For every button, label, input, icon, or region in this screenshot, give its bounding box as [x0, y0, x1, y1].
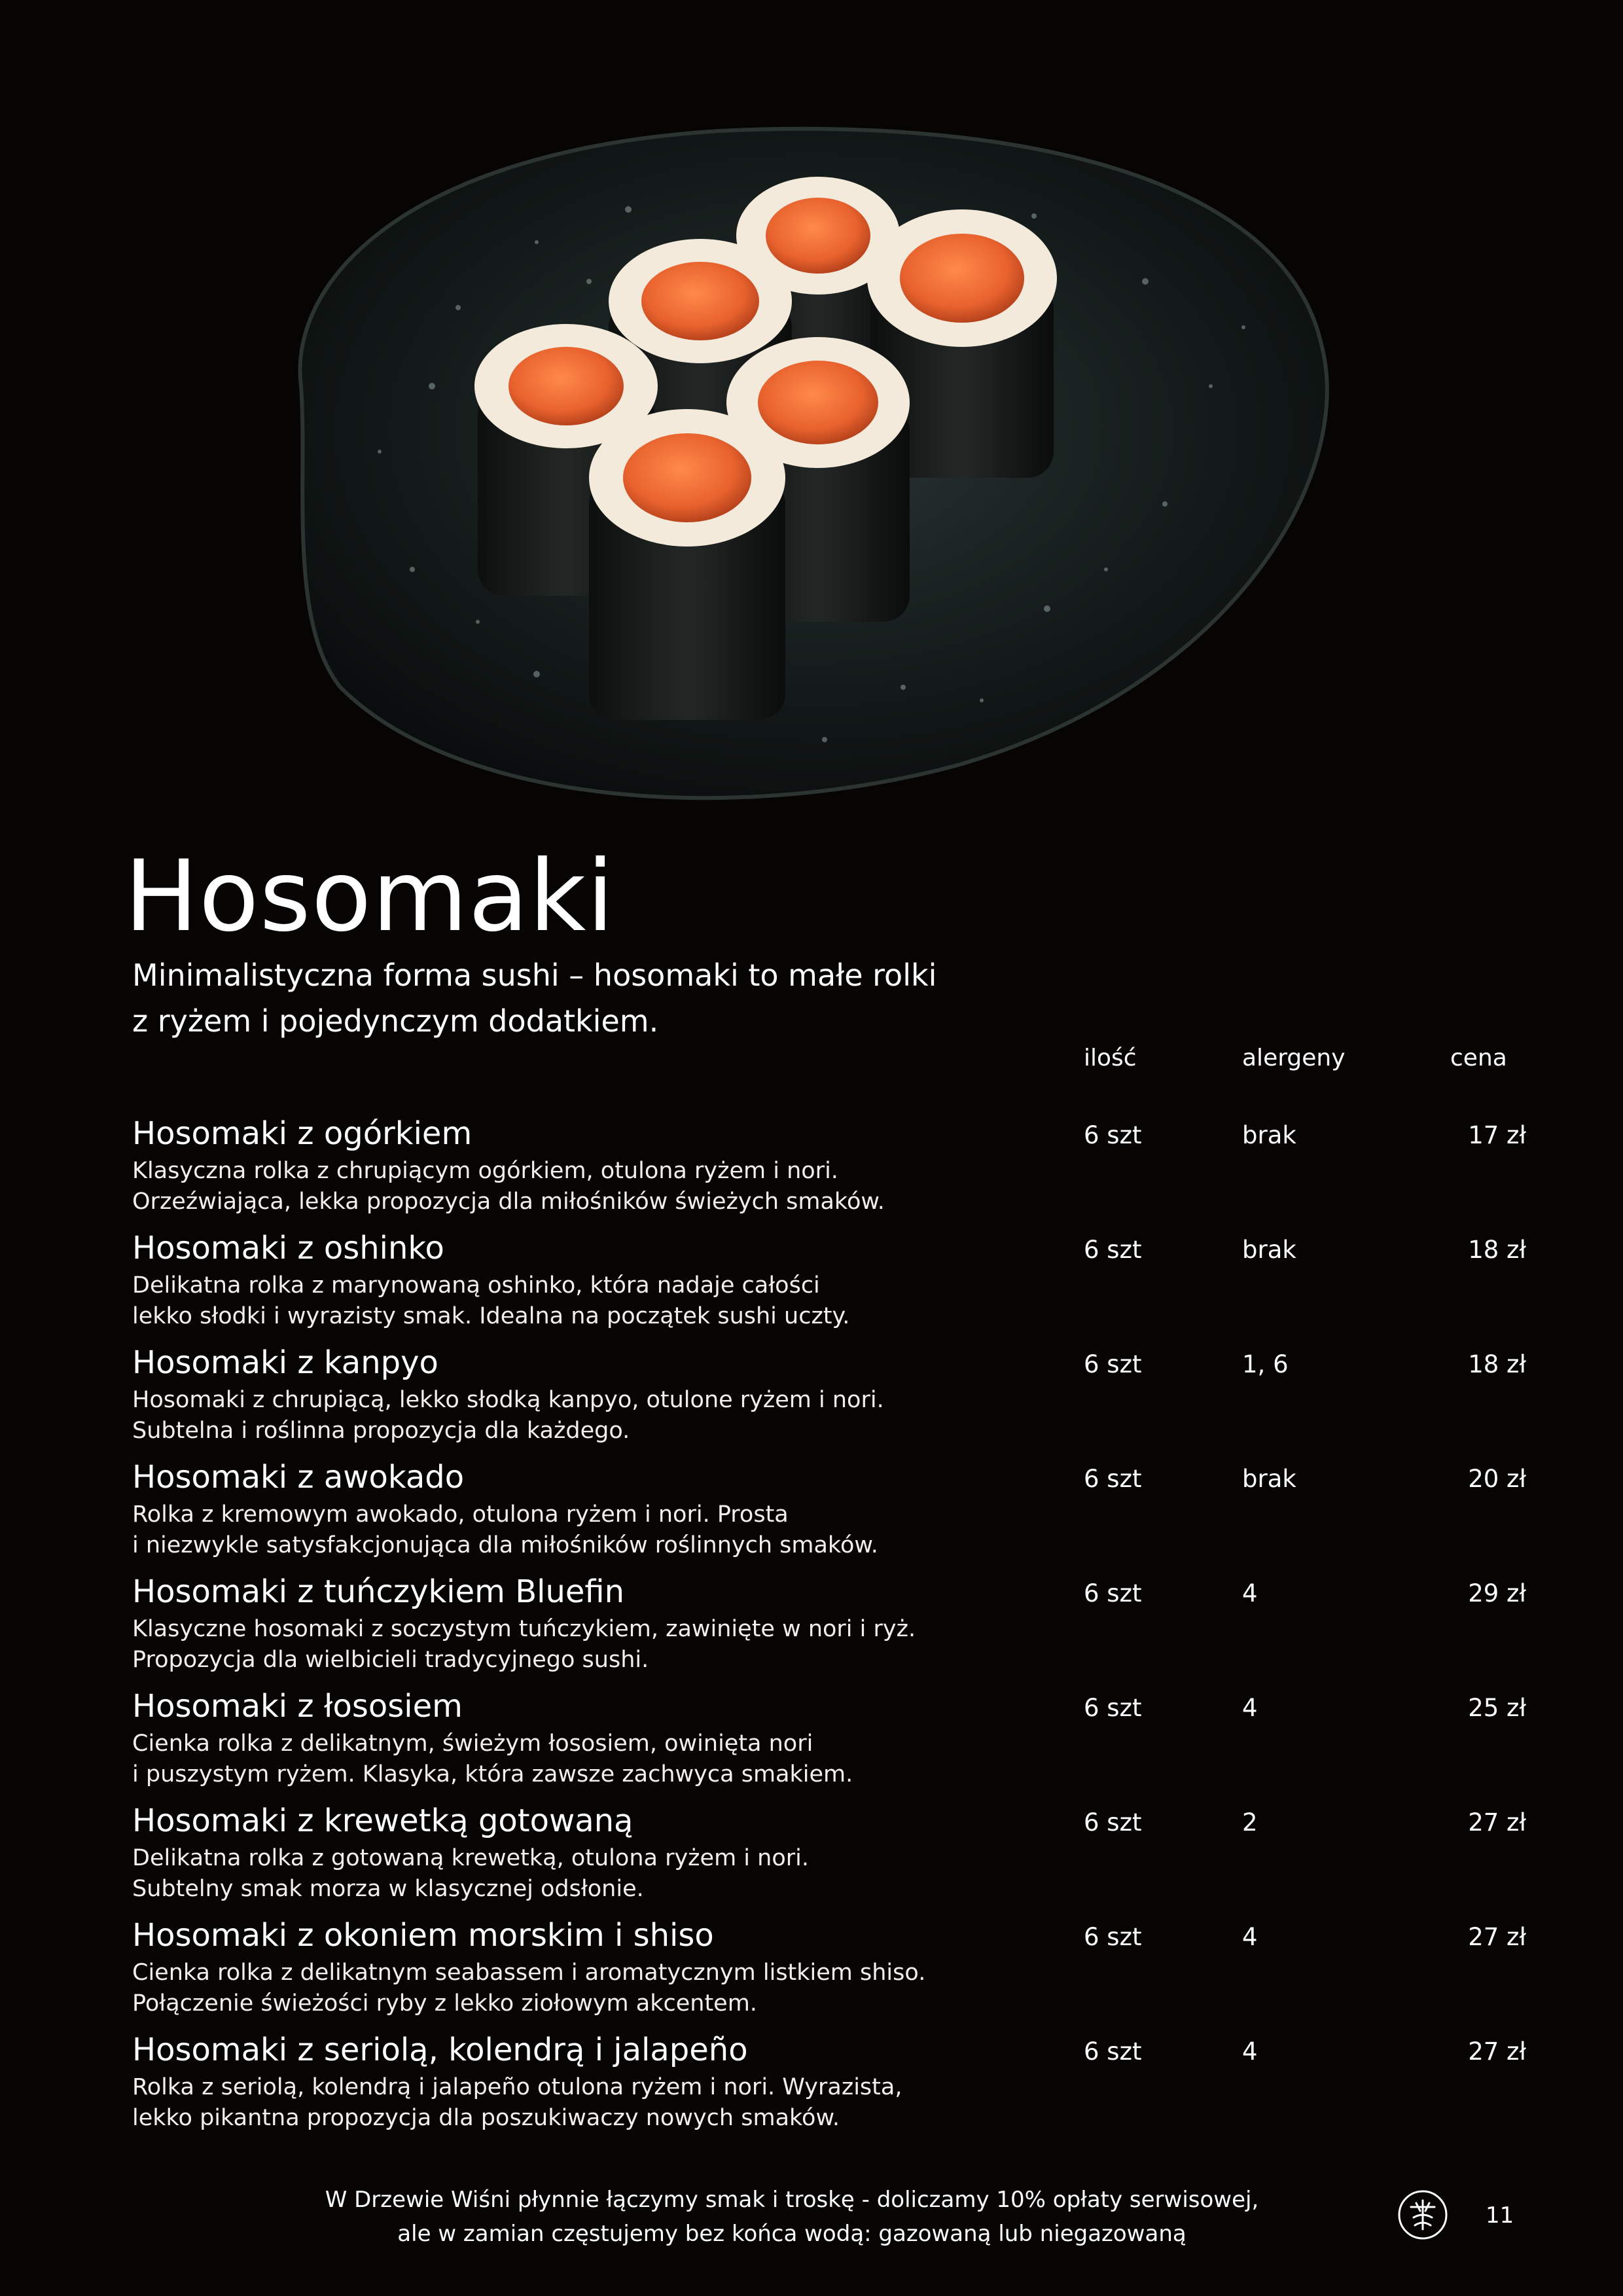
menu-item-name: Hosomaki z seriolą, kolendrą i jalapeño: [132, 2032, 748, 2068]
menu-item-name: Hosomaki z okoniem morskim i shiso: [132, 1917, 714, 1954]
description-line: Hosomaki z chrupiącą, lekko słodką kanpyo, otulone ryżem i nori.: [132, 1387, 884, 1413]
menu-item: [132, 1800, 1526, 1914]
description-line: i niezwykle satysfakcjonująca dla miłośników roślinnych smaków.: [132, 1532, 878, 1558]
menu-item-allergens: brak: [1242, 1236, 1296, 1264]
column-header-allergens: alergeny: [1242, 1045, 1346, 1071]
menu-item-price: 20 zł: [1468, 1465, 1526, 1493]
menu-item-allergens: 4: [1242, 2037, 1258, 2066]
menu-item-description: [132, 1729, 1048, 1790]
description-line: Delikatna rolka z marynowaną oshinko, która nadaje całości: [132, 1272, 820, 1299]
menu-item-allergens: 2: [1242, 1808, 1258, 1837]
description-line: Delikatna rolka z gotowaną krewetką, otulona ryżem i nori.: [132, 1845, 809, 1871]
menu-item-quantity: 6 szt: [1084, 1121, 1142, 1149]
column-header-quantity: ilość: [1084, 1045, 1137, 1071]
menu-item-price: 27 zł: [1468, 2037, 1526, 2066]
section-intro: [132, 952, 1114, 1044]
menu-item: [132, 1456, 1526, 1571]
menu-item: [132, 1914, 1526, 2029]
cherry-tree-logo-icon: [1397, 2189, 1449, 2241]
page-title: Hosomaki: [124, 840, 615, 954]
menu-item: [132, 1113, 1526, 1227]
description-line: Klasyczne hosomaki z soczystym tuńczykiem, zawinięte w nori i ryż.: [132, 1616, 916, 1642]
menu-item-description: [132, 2072, 1048, 2134]
menu-item: [132, 1685, 1526, 1800]
description-line: Rolka z kremowym awokado, otulona ryżem i nori. Prosta: [132, 1501, 789, 1528]
description-line: Rolka z seriolą, kolendrą i jalapeño otulona ryżem i nori. Wyrazista,: [132, 2074, 902, 2100]
menu-item-price: 18 zł: [1468, 1350, 1526, 1378]
menu-item-name: Hosomaki z kanpyo: [132, 1344, 438, 1381]
menu-item-description: [132, 1843, 1048, 1905]
menu-item-name: Hosomaki z oshinko: [132, 1230, 444, 1266]
menu-item-price: 17 zł: [1468, 1121, 1526, 1149]
menu-item: [132, 1342, 1526, 1456]
description-line: lekko słodki i wyrazisty smak. Idealna na początek sushi uczty.: [132, 1303, 850, 1329]
menu-item: [132, 1227, 1526, 1342]
menu-item-description: [132, 1156, 1048, 1217]
menu-item-name: Hosomaki z awokado: [132, 1459, 465, 1496]
description-line: Subtelna i roślinna propozycja dla każdego.: [132, 1418, 630, 1444]
menu-item-price: 25 zł: [1468, 1694, 1526, 1722]
menu-item-quantity: 6 szt: [1084, 1694, 1142, 1722]
page-number: 11: [1486, 2202, 1514, 2229]
menu-item-price: 27 zł: [1468, 1923, 1526, 1951]
description-line: Orzeźwiająca, lekka propozycja dla miłośników świeżych smaków.: [132, 1189, 885, 1215]
menu-item-quantity: 6 szt: [1084, 1350, 1142, 1378]
menu-item-price: 29 zł: [1468, 1579, 1526, 1607]
menu-item-price: 27 zł: [1468, 1808, 1526, 1837]
menu-item-allergens: brak: [1242, 1121, 1296, 1149]
menu-item-quantity: 6 szt: [1084, 1465, 1142, 1493]
menu-item-name: Hosomaki z krewetką gotowaną: [132, 1803, 633, 1839]
menu-item-name: Hosomaki z ogórkiem: [132, 1115, 473, 1152]
menu-item-name: Hosomaki z tuńczykiem Bluefin: [132, 1573, 625, 1610]
menu-item-allergens: 1, 6: [1242, 1350, 1289, 1378]
description-line: Subtelny smak morza w klasycznej odsłonie.: [132, 1876, 644, 1902]
menu-item-quantity: 6 szt: [1084, 1579, 1142, 1607]
menu-item-description: [132, 1385, 1048, 1446]
hero-photo-sushi-plate: [262, 111, 1361, 831]
intro-line: z ryżem i pojedynczym dodatkiem.: [132, 1003, 659, 1039]
description-line: Cienka rolka z delikatnym seabassem i aromatycznym listkiem shiso.: [132, 1960, 926, 1986]
menu-item-allergens: 4: [1242, 1694, 1258, 1722]
menu-item-list: [132, 1113, 1526, 2144]
description-line: Propozycja dla wielbicieli tradycyjnego sushi.: [132, 1647, 649, 1673]
menu-item-quantity: 6 szt: [1084, 1923, 1142, 1951]
menu-item-price: 18 zł: [1468, 1236, 1526, 1264]
note-line: ale w zamian częstujemy bez końca wodą: gazowaną lub niegazowaną: [397, 2221, 1186, 2247]
description-line: i puszystym ryżem. Klasyka, która zawsze zachwyca smakiem.: [132, 1761, 853, 1787]
column-header-price: cena: [1450, 1045, 1507, 1071]
menu-item-quantity: 6 szt: [1084, 2037, 1142, 2066]
menu-item-quantity: 6 szt: [1084, 1808, 1142, 1837]
menu-item-allergens: 4: [1242, 1923, 1258, 1951]
description-line: lekko pikantna propozycja dla poszukiwaczy nowych smaków.: [132, 2105, 840, 2131]
service-fee-note: [301, 2183, 1283, 2251]
description-line: Klasyczna rolka z chrupiącym ogórkiem, otulona ryżem i nori.: [132, 1158, 838, 1184]
menu-item: [132, 1571, 1526, 1685]
description-line: Połączenie świeżości ryby z lekko ziołowym akcentem.: [132, 1990, 757, 2017]
menu-item-description: [132, 1614, 1048, 1676]
menu-item-name: Hosomaki z łososiem: [132, 1688, 463, 1725]
note-line: W Drzewie Wiśni płynnie łączymy smak i troskę - doliczamy 10% opłaty serwisowej,: [325, 2187, 1259, 2213]
intro-line: Minimalistyczna forma sushi – hosomaki to małe rolki: [132, 958, 937, 993]
menu-item: [132, 2029, 1526, 2144]
menu-item-quantity: 6 szt: [1084, 1236, 1142, 1264]
menu-item-description: [132, 1958, 1048, 2019]
menu-item-allergens: 4: [1242, 1579, 1258, 1607]
menu-item-description: [132, 1270, 1048, 1332]
menu-item-allergens: brak: [1242, 1465, 1296, 1493]
menu-item-description: [132, 1499, 1048, 1561]
description-line: Cienka rolka z delikatnym, świeżym łososiem, owinięta nori: [132, 1731, 813, 1757]
